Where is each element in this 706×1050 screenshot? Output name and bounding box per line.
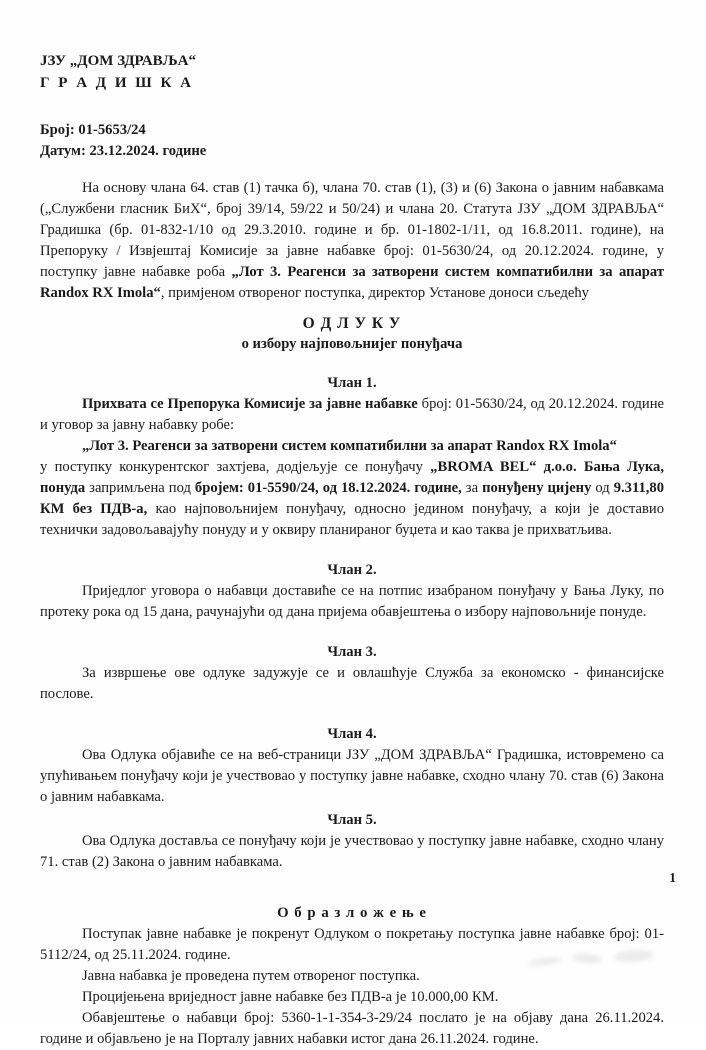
rationale-paragraph-1: Поступак јавне набавке је покренут Одлуком о покретању поступка јавне набавке број: 01-5112/24, од 25.11.2024. године. [40,926,664,963]
article-5-heading: Члан 5. [327,812,377,828]
decision-title: О Д Л У К У [302,315,402,332]
doc-date: Датум: 23.12.2024. године [40,143,207,159]
org-city: Г Р А Д И Ш К А [40,75,194,91]
article-3-paragraph: За извршење ове одлуке задужује се и овлашћује Служба за економско - финансијске послове. [40,665,664,702]
rationale-heading: О б р а з л о ж е њ е [277,905,427,921]
rationale [40,903,664,1050]
article-1 [40,373,664,541]
rationale-paragraph-3: Процијењена вриједност јавне набавке без ПДВ-а је 10.000,00 КМ. [82,989,499,1005]
article-2-heading: Члан 2. [327,562,377,578]
article-5-paragraph: Ова Одлука доставља се понуђачу који је учествовао у поступку јавне набавке, сходно члану 71. став (2) Закона о јавним набавкама. [40,833,664,870]
letterhead [40,50,664,94]
article-1-paragraph-1: Прихвата се Препорука Комисије за јавне набавке број: 01-5630/24, од 20.12.2024. године и уговор за јавну набавку робе: [40,396,664,433]
article-3-heading: Члан 3. [327,644,377,660]
doc-meta [40,120,664,162]
rationale-paragraph-2: Јавна набавка је проведена путем отвореног поступка. [82,968,420,984]
article-2-paragraph: Приједлог уговора о набавци доставиће се на потпис изабраном понуђачу у Бања Луку, по протеку рока од 15 дана, рачунајући од дана пријема обавјештења о избору најповољније понуде. [40,583,664,620]
article-4-heading: Члан 4. [327,726,377,742]
page-number: 1 [669,870,676,885]
article-5 [40,810,664,873]
article-1-heading: Члан 1. [327,375,377,391]
article-2 [40,560,664,623]
rationale-paragraph-4: Обавјештење о набавци број: 5360-1-1-354-3-29/24 послато је на објаву дана 26.11.2024. године и објављено је на Порталу јавних набавки истог дана 26.11.2024. године. [40,1010,664,1047]
org-name: ЈЗУ „ДОМ ЗДРАВЉА“ [40,53,196,69]
intro-paragraph: На основу члана 64. став (1) тачка б), члана 70. став (1), (3) и (6) Закона о јавним набавкама („Службени гласник БиХ“, број 39/14, 59/22 и 50/24) и члана 20. Статута ЈЗУ „ДОМ ЗДРАВЉА“ Градишка (бр. 01-832-1/10 од 29.3.2010. године и бр. 01-1802-1/11, од 16.8.2011. године), на Препоруку / Извјештај Комисије за јавне набавке број: 01-5630/24, од 20.12.2024. године, у поступку јавне набавке роба „Лот 3. Реагенси за затворени систем компатибилни за апарат Randox RX Imola“, примјеном отвореног поступка, директор Установе доноси сљедећу [40,180,664,301]
article-3 [40,642,664,705]
article-1-paragraph-2: „Лот 3. Реагенси за затворени систем компатибилни за апарат Randox RX Imola“ у поступку конкурентског захтјева, додјељује се понуђачу „BROMA BEL“ д.о.о. Бања Лука, понуда запримљена под бројем: 01-5590/24, од 18.12.2024. године, за понуђену цијену од 9.311,80 КМ без ПДВ-а, као најповољнијем понуђачу, односно једином понуђачу, а који је доставио технички задовољавајућу понуду и у оквиру планираног буџета и као таква је прихватљива. [40,438,665,538]
decision-subtitle: о избору најповољнијег понуђача [241,336,463,352]
doc-number: Број: 01-5653/24 [40,122,146,138]
article-4-paragraph: Ова Одлука објавиће се на веб-страници ЈЗУ „ДОМ ЗДРАВЉА“ Градишка, истовремено са упућивањем понуђачу који је учествовао у поступку јавне набавке, сходно члану 70. став (6) Закона о јавним набавкама. [40,747,664,805]
article-4 [40,724,664,808]
